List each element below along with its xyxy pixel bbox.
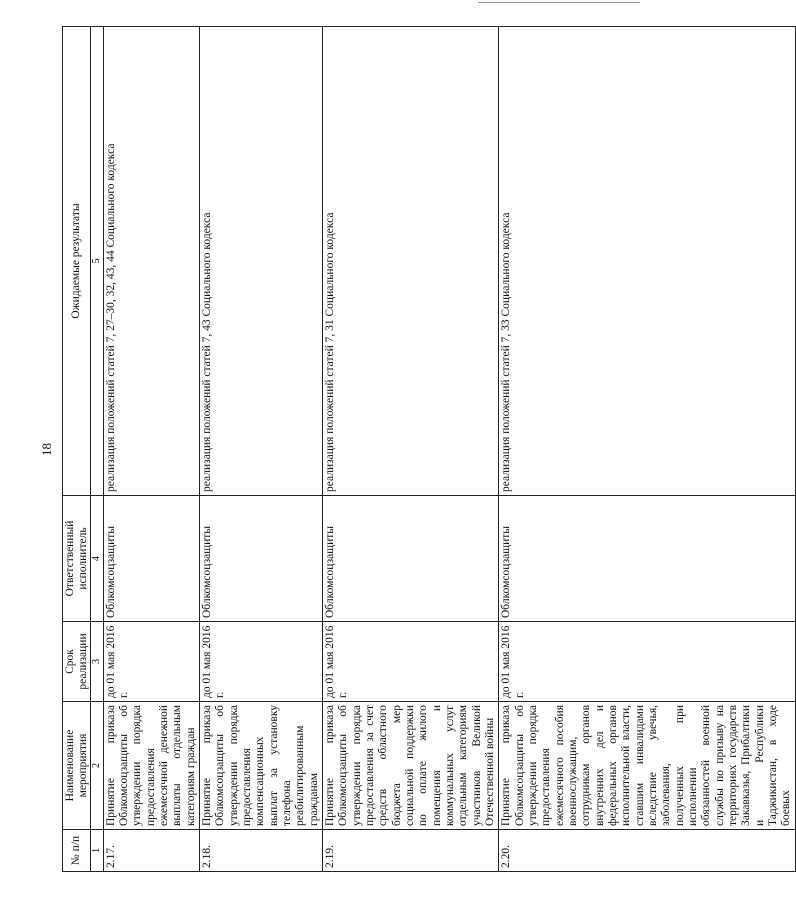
deadline: до 01 мая 2016 г. xyxy=(200,622,323,702)
table-row xyxy=(103,27,199,872)
rotated-landscape-sheet xyxy=(36,27,793,872)
header-name: Наименование мероприятия xyxy=(63,702,91,830)
deadline: до 01 мая 2016 г. xyxy=(323,622,499,702)
column-number: 3 xyxy=(91,622,104,702)
responsible-executor: Облкомсоцзащиты xyxy=(103,496,199,622)
activities-table xyxy=(62,26,796,872)
responsible-executor: Облкомсоцзащиты xyxy=(200,496,323,622)
deadline: до 01 мая 2016 г. xyxy=(499,622,795,702)
column-number: 5 xyxy=(91,27,104,496)
activity-name: Принятие приказа Облкомсоцзащиты об утверждении порядка предоставления ежемесячного пособия военнослужащим, сотрудникам органов внутренних дел и федеральных органов исполнительной власти, ставшим инвалидами вследствие увечья, заболевания, полученных при исполнении обязанностей военной службы по призыву на территориях государств Закавказья, Прибалтики и Республики Таджикистан, в ходе боевых xyxy=(499,702,795,830)
deadline: до 01 мая 2016 г. xyxy=(103,622,199,702)
activity-name: Принятие приказа Облкомсоцзащиты об утверждении порядка предоставления ежемесячной денежной выплаты отдельным категориям граждан xyxy=(103,702,199,830)
table-row xyxy=(499,27,795,872)
row-number: 2.17. xyxy=(103,830,199,872)
header-num: № п/п xyxy=(63,830,91,872)
responsible-executor: Облкомсоцзащиты xyxy=(499,496,795,622)
row-number: 2.18. xyxy=(200,830,323,872)
activity-name: Принятие приказа Облкомсоцзащиты об утверждении порядка предоставления за счет средств областного бюджета мер социальной поддержки по оплате жилого помещения и коммунальных услуг отдельным категориям участников Великой Отечественной войны xyxy=(323,702,499,830)
header-responsible: Ответственный исполнитель xyxy=(63,496,91,622)
expected-result: реализация положений статей 7, 33 Социального кодекса xyxy=(499,27,795,496)
responsible-executor: Облкомсоцзащиты xyxy=(323,496,499,622)
expected-result: реализация положений статей 7, 27–30, 32, 43, 44 Социального кодекса xyxy=(103,27,199,496)
header-results: Ожидаемые результаты xyxy=(63,27,91,496)
scan-edge-line xyxy=(478,2,640,3)
expected-result: реализация положений статей 7, 43 Социального кодекса xyxy=(200,27,323,496)
table-row xyxy=(200,27,323,872)
header-deadline: Срок реализации xyxy=(63,622,91,702)
column-number-row xyxy=(91,27,104,872)
row-number: 2.19. xyxy=(323,830,499,872)
column-number: 4 xyxy=(91,496,104,622)
row-number: 2.20. xyxy=(499,830,795,872)
expected-result: реализация положений статей 7, 31 Социального кодекса xyxy=(323,27,499,496)
table-row xyxy=(323,27,499,872)
page-number: 18 xyxy=(39,443,54,456)
header-row xyxy=(63,27,91,872)
activity-name: Принятие приказа Облкомсоцзащиты об утверждении порядка предоставления компенсационных выплат за установку телефона реабилитированным гражданам xyxy=(200,702,323,830)
table-header xyxy=(63,27,104,872)
column-number: 1 xyxy=(91,830,104,872)
column-number: 2 xyxy=(91,702,104,830)
